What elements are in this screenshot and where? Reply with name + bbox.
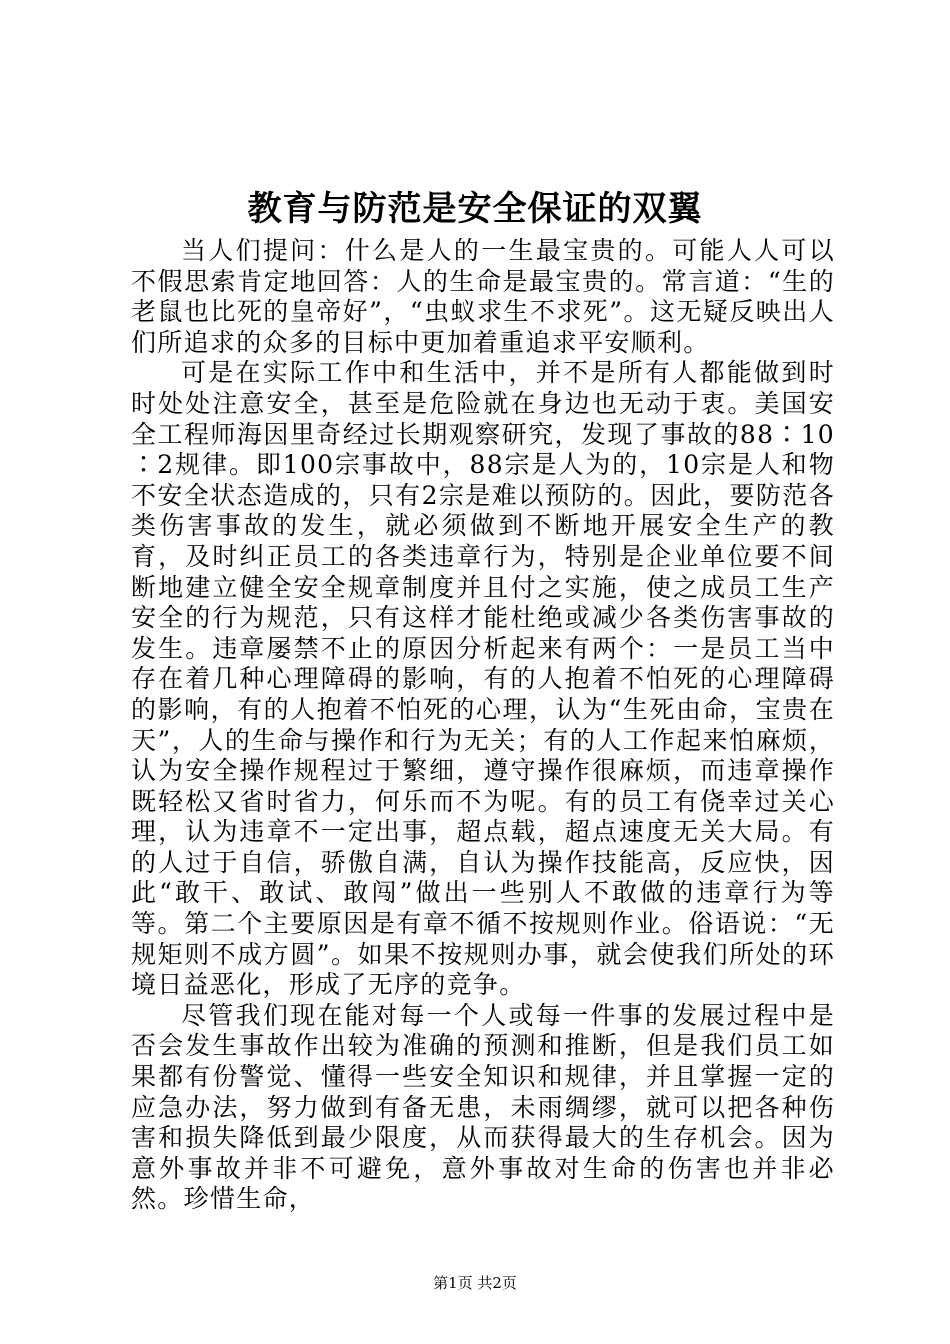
paragraph-3: 尽管我们现在能对每一个人或每一件事的发展过程中是否会发生事故作出较为准确的预测和推断，但是我们员工如果都有份警觉、懂得一些安全知识和规律，并且掌握一定的应急办法，努力做到有备无患，未雨绸缪，就可以把各种伤害和损失降低到最少限度，从而获得最大的生存机会。因为意外事故并非不可避免，意外事故对生命的伤害也并非必然。珍惜生命， xyxy=(131,1000,835,1214)
paragraph-1: 当人们提问：什么是人的一生最宝贵的。可能人人可以不假思索肯定地回答：人的生命是最宝贵的。常言道：“生的老鼠也比死的皇帝好”，“虫蚁求生不求死”。这无疑反映出人们所追求的众多的目标中更加着重追求平安顺利。 xyxy=(131,236,835,357)
document-title: 教育与防范是安全保证的双翼 xyxy=(247,189,703,229)
document-body xyxy=(131,236,835,1215)
page-footer: 第1页 共2页 xyxy=(433,1274,517,1292)
paragraph-2: 可是在实际工作中和生活中，并不是所有人都能做到时时处处注意安全，甚至是危险就在身边也无动于衷。美国安全工程师海因里奇经过长期观察研究，发现了事故的88∶10∶2规律。即100宗事故中，88宗是人为的，10宗是人和物不安全状态造成的，只有2宗是难以预防的。因此，要防范各类伤害事故的发生，就必须做到不断地开展安全生产的教育，及时纠正员工的各类违章行为，特别是企业单位要不间断地建立健全安全规章制度并且付之实施，使之成员工生产安全的行为规范，只有这样才能杜绝或减少各类伤害事故的发生。违章屡禁不止的原因分析起来有两个：一是员工当中存在着几种心理障碍的影响，有的人抱着不怕死的心理障碍的影响，有的人抱着不怕死的心理，认为“生死由命，宝贵在天”，人的生命与操作和行为无关；有的人工作起来怕麻烦，认为安全操作规程过于繁细，遵守操作很麻烦，而违章操作既轻松又省时省力，何乐而不为呢。有的员工有侥幸过关心理，认为违章不一定出事，超点载，超点速度无关大局。有的人过于自信，骄傲自满，自认为操作技能高，反应快，因此“敢干、敢试、敢闯”做出一些别人不敢做的违章行为等等。第二个主要原因是有章不循不按规则作业。俗语说：“无规矩则不成方圆”。如果不按规则办事，就会使我们所处的环境日益恶化，形成了无序的竞争。 xyxy=(131,358,835,1000)
